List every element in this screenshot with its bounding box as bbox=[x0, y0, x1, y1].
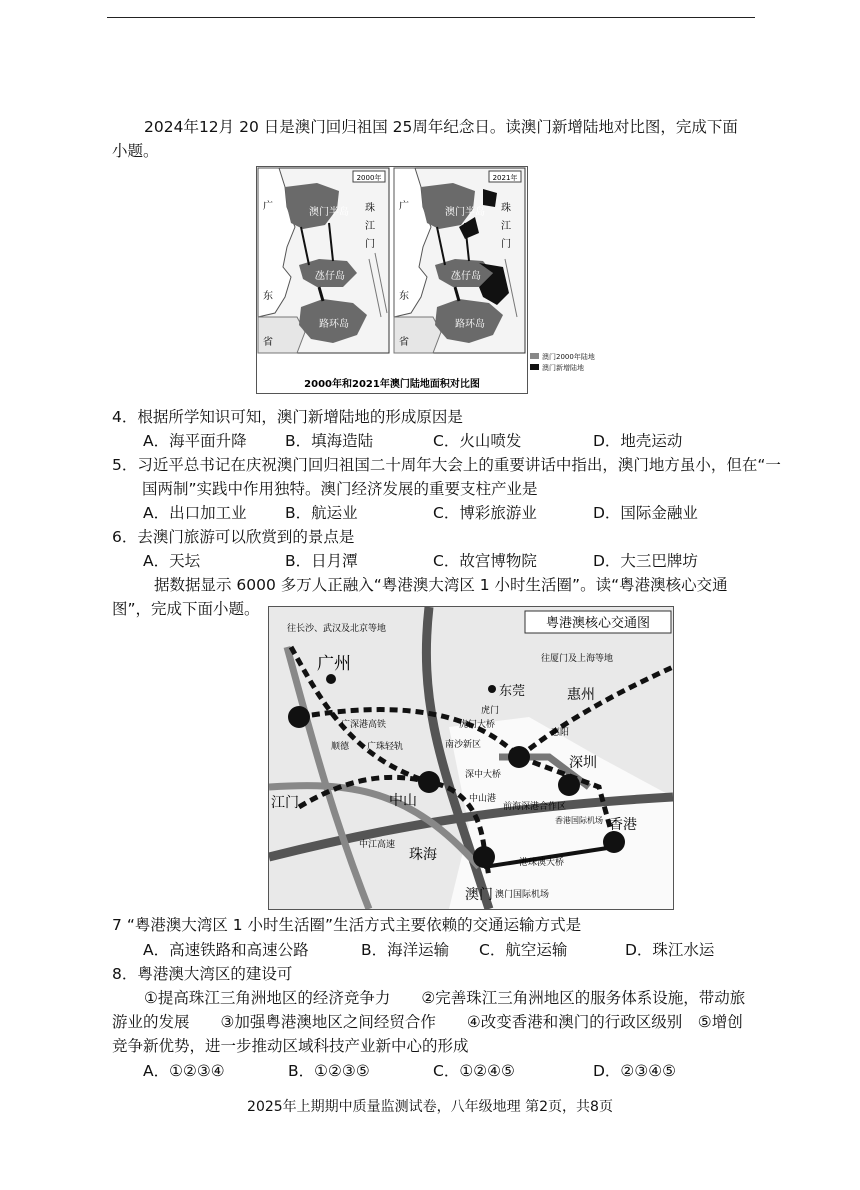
label-macau-peninsula-right: 澳门半岛 bbox=[445, 207, 485, 218]
question-text: ．去澳门旅游可以欣赏到的景点是 bbox=[121, 528, 355, 546]
intro-paragraph-2: 据数据显示 6000 多万人正融入“粤港澳大湾区 1 小时生活圈”。读“粤港澳核心交通图”，完成下面小题。 bbox=[112, 576, 728, 618]
option-d[interactable]: D．国际金融业 bbox=[593, 504, 698, 522]
label-jiang-left: 江 bbox=[365, 221, 375, 232]
legend-land-2000: 澳门2000年陆地 bbox=[542, 353, 595, 361]
city-dongguan: 东莞 bbox=[499, 684, 526, 699]
map-panel-2000 bbox=[258, 168, 389, 353]
question-5 bbox=[112, 453, 782, 501]
route-hzmb: 港珠澳大桥 bbox=[519, 858, 565, 868]
route-to-xiamen: 往厦门及上海等地 bbox=[541, 654, 614, 664]
option-a[interactable]: A．海平面升降 bbox=[143, 432, 247, 450]
label-sheng-left: 省 bbox=[263, 337, 273, 348]
question-number: 5 bbox=[112, 456, 122, 474]
label-men-left: 门 bbox=[365, 239, 375, 250]
route-guangzhu-light: 广珠轻轨 bbox=[367, 742, 404, 752]
option-d[interactable]: D．地壳运动 bbox=[593, 432, 683, 450]
question-4 bbox=[112, 405, 752, 429]
question-number: 4 bbox=[112, 408, 122, 426]
route-zhongjiang: 中江高速 bbox=[359, 840, 396, 850]
label-taipa-left: 氹仔岛 bbox=[315, 271, 345, 282]
route-guangshen-hsr: 广深港高铁 bbox=[341, 720, 387, 730]
options-q7 bbox=[143, 938, 753, 962]
city-huiyang: 惠阳 bbox=[551, 728, 570, 738]
label-zhu-left: 珠 bbox=[365, 203, 375, 214]
year-label-left: 2000年 bbox=[356, 174, 382, 182]
city-nansha: 南沙新区 bbox=[445, 740, 482, 750]
label-sheng-right: 省 bbox=[399, 337, 409, 348]
label-jiang-right: 江 bbox=[501, 221, 511, 232]
map1-caption: 2000年和2021年澳门陆地面积对比图 bbox=[304, 379, 480, 390]
option-d[interactable]: D．珠江水运 bbox=[625, 941, 715, 959]
options-q5 bbox=[143, 501, 753, 525]
city-shunde: 顺德 bbox=[331, 742, 350, 752]
label-macau-peninsula-left: 澳门半岛 bbox=[309, 207, 349, 218]
question-text: ．习近平总书记在庆祝澳门回归祖国二十周年大会上的重要讲话中指出，澳门地方虽小，但在“一国两制”实践中作用独特。澳门经济发展的重要支柱产业是 bbox=[121, 456, 781, 498]
label-guang-left: 广 bbox=[263, 201, 273, 212]
label-guang-right: 广 bbox=[399, 201, 409, 212]
label-dong-right: 东 bbox=[399, 291, 409, 302]
question-text: ．根据所学知识可知，澳门新增陆地的形成原因是 bbox=[121, 408, 463, 426]
label-dong-left: 东 bbox=[263, 291, 273, 302]
question-number: 6 bbox=[112, 528, 122, 546]
place-zhongshan-port: 中山港 bbox=[469, 794, 497, 804]
city-shenzhen: 深圳 bbox=[569, 755, 597, 771]
options-q4 bbox=[143, 429, 753, 453]
label-coloane-left: 路环岛 bbox=[319, 319, 349, 330]
city-jiangmen: 江门 bbox=[271, 795, 299, 811]
options-q6 bbox=[143, 549, 753, 573]
question-text: “粤港澳大湾区 1 小时生活圈”生活方式主要依赖的交通运输方式是 bbox=[126, 916, 582, 934]
option-c[interactable]: C．航空运输 bbox=[479, 941, 568, 959]
label-taipa-right: 氹仔岛 bbox=[451, 271, 481, 282]
option-c[interactable]: C．火山喷发 bbox=[433, 432, 522, 450]
option-a[interactable]: A．①②③④ bbox=[143, 1062, 225, 1080]
question-number: 8 bbox=[112, 965, 122, 983]
gba-transport-map bbox=[268, 606, 674, 910]
header-rule bbox=[107, 17, 755, 18]
label-men-right: 门 bbox=[501, 239, 511, 250]
place-qianhai: 前海深港合作区 bbox=[503, 802, 567, 812]
intro-paragraph-1: 2024年12月 20 日是澳门回归祖国 25周年纪念日。读澳门新增陆地对比图，完成下面小题。 bbox=[112, 118, 738, 160]
option-d[interactable]: D．②③④⑤ bbox=[593, 1062, 677, 1080]
option-b[interactable]: B．填海造陆 bbox=[285, 432, 374, 450]
question-8-statements: ①提高珠江三角洲地区的经济竞争力 ②完善珠江三角洲地区的服务体系设施，带动旅游业的发展 ③加强粤港澳地区之间经贸合作 ④改变香港和澳门的行政区级别 ⑤增创竞争新优势，进一步推动区域科技产业新中心的形成 bbox=[112, 989, 746, 1055]
city-guangzhou: 广州 bbox=[317, 654, 351, 674]
option-a[interactable]: A．出口加工业 bbox=[143, 504, 247, 522]
option-b[interactable]: B．日月潭 bbox=[285, 552, 358, 570]
place-hk-airport: 香港国际机场 bbox=[555, 816, 603, 825]
route-to-changsha: 往长沙、武汉及北京等地 bbox=[287, 624, 387, 634]
label-zhu-right: 珠 bbox=[501, 203, 511, 214]
map1-legend-box bbox=[530, 352, 610, 374]
option-d[interactable]: D．大三巴牌坊 bbox=[593, 552, 698, 570]
option-b[interactable]: B．①②③⑤ bbox=[288, 1062, 370, 1080]
macau-land-comparison-map bbox=[256, 166, 528, 394]
city-zhongshan: 中山 bbox=[389, 793, 417, 809]
year-label-right: 2021年 bbox=[492, 174, 518, 182]
options-q8 bbox=[143, 1059, 753, 1083]
route-humen-bridge: 虎门大桥 bbox=[459, 720, 496, 730]
option-c[interactable]: C．博彩旅游业 bbox=[433, 504, 537, 522]
city-zhuhai: 珠海 bbox=[409, 847, 437, 863]
option-b[interactable]: B．海洋运输 bbox=[361, 941, 450, 959]
page-footer: 2025年上期期中质量监测试卷，八年级地理 第2页，共8页 bbox=[247, 1099, 613, 1115]
label-coloane-right: 路环岛 bbox=[455, 319, 485, 330]
question-8 bbox=[112, 962, 752, 986]
option-a[interactable]: A．高速铁路和高速公路 bbox=[143, 941, 309, 959]
option-c[interactable]: C．①②④⑤ bbox=[433, 1062, 515, 1080]
question-number: 7 bbox=[112, 916, 122, 934]
question-text: ．粤港澳大湾区的建设可 bbox=[121, 965, 293, 983]
route-shenzhong-bridge: 深中大桥 bbox=[465, 770, 502, 780]
option-a[interactable]: A．天坛 bbox=[143, 552, 201, 570]
city-macau: 澳门 bbox=[465, 887, 493, 903]
place-macau-airport: 澳门国际机场 bbox=[495, 890, 550, 900]
map2-title: 粤港澳核心交通图 bbox=[545, 616, 651, 631]
option-b[interactable]: B．航运业 bbox=[285, 504, 358, 522]
city-huizhou: 惠州 bbox=[567, 687, 595, 703]
question-7 bbox=[112, 913, 752, 937]
map-panel-2021 bbox=[394, 168, 525, 353]
option-c[interactable]: C．故宫博物院 bbox=[433, 552, 537, 570]
question-6 bbox=[112, 525, 752, 549]
city-humen: 虎门 bbox=[481, 706, 500, 716]
city-hongkong: 香港 bbox=[609, 817, 637, 833]
legend-new-land: 澳门新增陆地 bbox=[542, 364, 584, 372]
